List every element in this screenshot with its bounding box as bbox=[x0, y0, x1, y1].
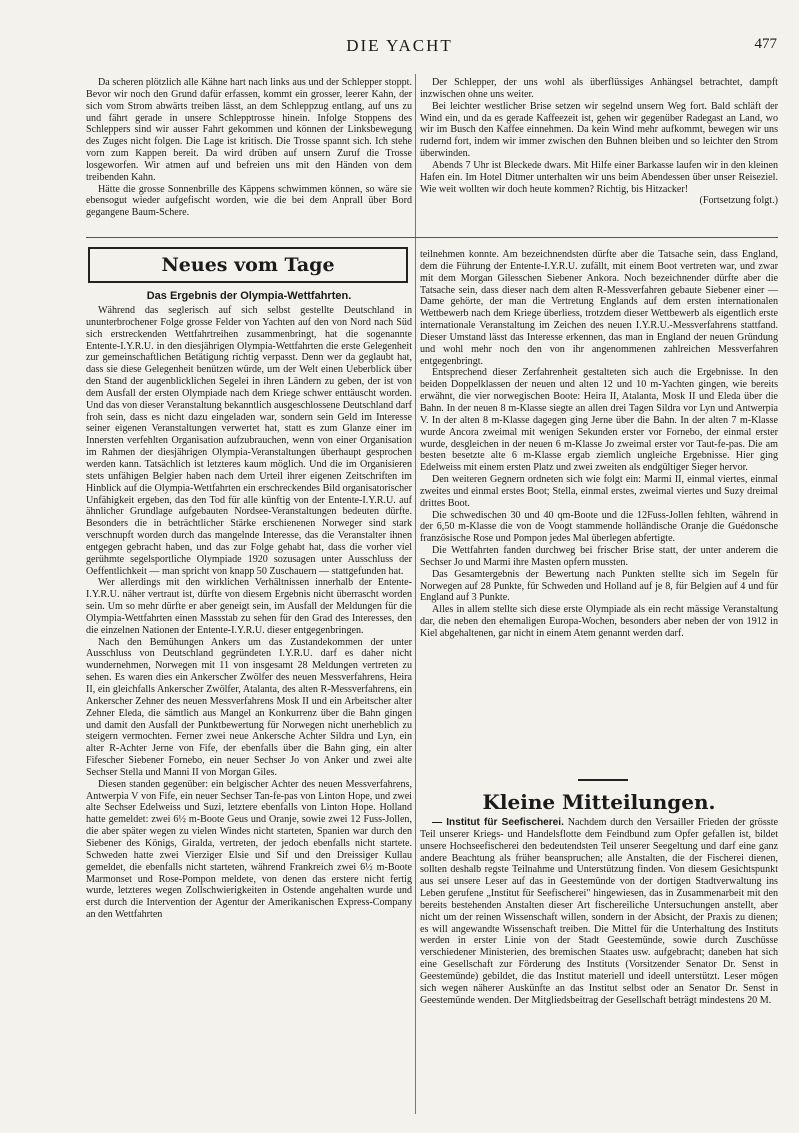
top-right-column bbox=[420, 77, 778, 207]
paragraph: Der Schlepper, der uns wohl als überflüssiges Anhängsel betrachtet, dampft inzwischen ohne uns weiter. bbox=[420, 77, 778, 100]
short-rule bbox=[578, 779, 628, 781]
paragraph: Abends 7 Uhr ist Bleckede dwars. Mit Hilfe einer Barkasse laufen wir in den kleinen Hafen ein. Im Hotel Ditmer unterhalten wir uns beim Abendessen über unser Reiseziel. Wie weit wollten wir doch heute kommen? Richtig, bis Hitzacker! bbox=[420, 159, 778, 195]
article-right-column bbox=[420, 249, 778, 640]
paragraph: Da scheren plötzlich alle Kähne hart nach links aus und der Schlepper stoppt. Bevor wir noch den Grund dafür erfassen, kommt ein grosser, leerer Kahn, der sich vom Strom abwärts treiben lässt, an dem Schleppzug entlang, auf uns zu und fährt gerade in unsere Schlepptrosse hinein. Infolge Stoppens des Schleppers sind wir ausser Fahrt gekommen und können der Linksbewegung des Zuges nicht folgen. Die Lage ist kritisch. Die Trosse spannt sich. Ich stehe vorn zum Kappen bereit. Da wird drüben auf unsern Zuruf die Trosse losgeworfen. Wir atmen auf und befreien uns mit den Händen von dem treibenden Kahn. bbox=[86, 77, 412, 183]
paragraph: teilnehmen konnte. Am bezeichnendsten dürfte aber die Tatsache sein, dass England, dem die Führung der Entente-I.Y.R.U. zufällt, mit einem Boot vertreten war, und zwar mit dem Morgan Gilesschen Siebener Ankora. Noch bezeichnender dürfte aber die Tatsache sein, dass dieser nach dem alten R-Messverfahren gebaute Siebener einer — Dame gehörte, der man die Vertretung Englands auf dem ersten internationalen Wettbewerb nach dem Kriege überliess, trotzdem dieser Wettbewerb als eigentlich erste internationale Veranstaltung im Zeichen des neuen I.Y.R.U.-Messverfahrens stattfand. Dieser Umstand lässt das Interesse erkennen, das man in England der neuen Gründung und wohl mehr noch den von ihr angenommenen zahlreichen Messverfahren entgegenbringt. bbox=[420, 249, 778, 367]
item-body: Nachdem durch den Versailler Frieden der grösste Teil unserer Kriegs- und Handelsflotte dem Feindbund zum Opfer gefallen ist, bildet unsere Hochseefischerei den bedeutendsten Teil unserer Seegeltung und darf eine ganz andere Beachtung als früher beanspruchen; alle Anstalten, die der Fischerei dienen, sollten deshalb regste Teilnahme und Unterstützung finden. Von diesem Gesichtspunkt aus sei unsere Leser auf das in Geestemünde von der dortigen Stadtverwaltung ins Leben gerufene „Institut für Seefischerei" hingewiesen, das in Zusammenarbeit mit den bereits bestehenden Anstalten dieser Art fischereiliche Untersuchungen anstellt, aber nicht um der reinen Wissenschaft willen, sondern in der Absicht, der Praxis zu dienen; es will angewandte Wissenschaft treiben. Die Mittel für die Unterhaltung des Instituts werden in erster Linie von der Stadt Geestemünde, sowie durch Zuschüsse verschiedener Ministerien, des bremischen Staates usw. aufgebracht; daneben hat sich eine Gesellschaft zur Förderung des Instituts (Vorsitzender Senator Dr. Senst in Geestemünde) gebildet, die das Institut materiell und ideell unterstützt. Leser mögen sich wegen näherer Auskünfte an das Institut selbst oder an Senator Dr. Senst in Geestemünde wenden. Der Mitgliedsbeitrag der Gesellschaft beträgt mindestens 20 M. bbox=[420, 817, 778, 1006]
kleine-mitteilungen-title: Kleine Mitteilungen. bbox=[482, 790, 716, 814]
continuation-note: (Fortsetzung folgt.) bbox=[699, 195, 778, 207]
paragraph: Den weiteren Gegnern ordneten sich wie folgt ein: Marmi II, einmal viertes, einmal zweites und einmal erstes Boot; Stella, einmal erstes, zweimal viertes und Suzy dreimal drittes Boot. bbox=[420, 474, 778, 509]
top-left-column bbox=[86, 77, 412, 219]
paragraph: Die schwedischen 30 und 40 qm-Boote und die 12Fuss-Jollen fehlten, während in der 6,50 m-Klasse die von de Voogt stammende holländische Oranje die Guédonsche französische Rose und Pompon jedes Mal überlegen abfertigte. bbox=[420, 509, 778, 545]
article-left-column bbox=[86, 305, 412, 921]
paragraph: Diesen standen gegenüber: ein belgischer Achter des neuen Messverfahrens, Antwerpia V von Fife, ein neuer Sechser Tan-fe-pas von Linton Hope, und zwei alte Sechser Edelweiss und Suzi, letztere ebenfalls von Linton Hope. Holland hatte gemeldet: zwei 6½ m-Boote Geus und Oranje, sowie zwei 12 Fuss-Jollen, die aber später wegen zu vielen Windes nicht starteten, Spanien war durch den Siebener des Königs, Giralda, vertreten, der jedoch ebenfalls nicht startete. Schweden hatte zwei Vierziger Elsie und Sif und den Dreissiger Kullau gemeldet, die ebenfalls nicht starteten, während Frankreich zwei 6½ m-Boote Marmonset und Rose-Pompon meldete, von denen das erstere nicht fertig wurde, letzteres wegen Zollschwierigkeiten in Ostende angehalten wurde und erst durch die Intervention der Agentur der Amerikanischen Express-Company an den Wettfahrten bbox=[86, 778, 412, 921]
paragraph: Die Wettfahrten fanden durchweg bei frischer Brise statt, der unter anderem die Sechser Jo und Marmi ihre Masten opfern mussten. bbox=[420, 545, 778, 568]
running-header-title: DIE YACHT bbox=[346, 36, 453, 55]
column-divider bbox=[415, 74, 416, 1114]
paragraph bbox=[420, 817, 778, 1007]
kleine-mitteilungen-column bbox=[420, 817, 778, 1007]
paragraph: Alles in allem stellte sich diese erste Olympiade als ein recht mässige Veranstaltung dar, die neben den ehemaligen Europa-Wochen, besonders aber neben der von 1912 in Kiel abgehaltenen, gar nicht in einem Atem genannt werden darf. bbox=[420, 604, 778, 639]
section-title: Neues vom Tage bbox=[88, 247, 408, 283]
section-divider bbox=[86, 237, 778, 238]
paragraph: Bei leichter westlicher Brise setzen wir segelnd unsern Weg fort. Bald schläft der Wind ein, und da es gerade Kaffeezeit ist, gehen wir gegenüber Radegast an Land, wo wir im Busch den Kaffee einnehmen. Da kein Wind mehr aufkommt, bewegen wir uns rudernd fort, indem wir immer zwischen den Buhnen bleiben und so leichter den Strom überwinden. bbox=[420, 100, 778, 160]
page-number: 477 bbox=[754, 36, 777, 52]
paragraph: Entsprechend dieser Zerfahrenheit gestalteten sich auch die Ergebnisse. In den beiden Doppelklassen der neuen und alten 12 und 10 m-Yachten gingen, wie bereits erwähnt, die vier norwegischen Boote: Heira II, Atalanta, Mosk II und Eleda über die Bahn. In der neuen 8 m-Klasse siegte an allen drei Tagen Sildra vor Lyn und Antwerpia V. In der alten 8 m-Klasse dagegen ging Jerne über die Bahn. In der alten 7 m-Klasse wurde Ancora zweimal mit wenigen Sekunden erster vor Fornebo, der einmal erster wurde, desgleichen in der neuen 6 m-Klasse Jo zweimal erster vor Taut-fe-pas. Die am besten besetzte alte 6 m-Klasse ergab ziemlich ungleiche Ergebnisse. Hier ging Edelweiss mit einem ersten Platz und zwei zweiten als endgültiger Sieger hervor. bbox=[420, 367, 778, 474]
item-heading: — Institut für Seefischerei. bbox=[432, 817, 564, 828]
paragraph: Wer allerdings mit den wirklichen Verhältnissen innerhalb der Entente-I.Y.R.U. näher vertraut ist, dürfte von diesem Ergebnis nicht überrascht worden sein. Um so mehr dürfte er aber geneigt sein, im Ausfall der Meldungen für die Olympia-Wettfahrten einen Massstab zu sehen für den Grad des Interesses, den die einzelnen Nationen der Entente-I.Y.R.U. dieser entgegenbringen. bbox=[86, 577, 412, 636]
article-title: Das Ergebnis der Olympia-Wettfahrten. bbox=[146, 290, 352, 302]
paragraph: Hätte die grosse Sonnenbrille des Käppens schwimmen können, so wäre sie ebensogut wieder aufgefischt worden, wie die bei dem Anprall über Bord gegangene Baum-Schere. bbox=[86, 183, 412, 219]
paragraph: Das Gesamtergebnis der Bewertung nach Punkten stellte sich im Segeln für Norwegen auf 28 Punkte, für Schweden und Holland auf je 8, für Belgien auf 4 und für England auf 3 Punkte. bbox=[420, 568, 778, 604]
paragraph: Nach den Bemühungen Ankers um das Zustandekommen der unter Ausschluss von Deutschland gegründeten I.Y.R.U. darf es daher nicht wundernehmen, Norwegen mit 11 von insgesamt 28 Meldungen vertreten zu sehen. Es waren dies ein Ankerscher Zwölfer des neuen Messverfahrens, Heira II, ein gleichfalls Ankerscher Zwölfer, Atalanta, des alten R-Messverfahrens, ein Ankerscher Zehner des neuen Messverfahrens Mosk II und ein Arbeitscher alter Zehner Eleda, die sämtlich aus Mangel an Konkurrenz über die Bahn gingen und damit den Ausfall der Punktbewertung für Norwegen nicht unerheblich zu steigern vermochten. Ferner zwei neue Ankersche Achter Sildra und Lyn, ein alter R-Achter Jerne von Fife, der ebenfalls über die Bahn ging, ein alter Fifescher Siebener Fornebo, ein neuer Sechser Jo von Anker und zwei alte Sechser Stella und Manni II von Morgan Giles. bbox=[86, 636, 412, 778]
paragraph: Während das seglerisch auf sich selbst gestellte Deutschland in ununterbrochener Folge grosse Felder von Yachten auf den von Nord nach Süd sich erstreckenden Wettfahrtreihen zusammenbringt, hat die sogenannte Entente-I.Y.R.U. in den diesjährigen Olympia-Wettfahrten die erste Gelegenheit zur gemeinschaftlichen Betätigung richtig verpasst. Denn wer da geglaubt hat, dass sie diese Gelegenheit benützen würde, um der Welt einen Ueberblick über den Stand der augenblicklichen Segelei in ihren Ländern zu geben, der ist von dem Ausfall der ersten Olympiade nach dem Kriege schwer enttäuscht worden. Und das von dieser Veranstaltung bekanntlich ausgeschlossene Deutschland darf froh sein, dass es nicht dazu eingeladen war, sondern sein Geld im Interesse seiner eigenen Veranstaltungen verwertet hat, statt es zum Glanze einer im Innersten verfehlten Organisation aufzubrauchen, wenn von einer Organisation im Rahmen der diesjährigen Olympia-Veranstaltungen überhaupt gesprochen werden kann. Tatsächlich ist letzteres kaum möglich. Und die im Organisieren stets unfähigen Belgier haben nach dem Urteil ihrer eigenen Zeitschriften im Hinblick auf die Olympia-Wettfahrten ein erschreckendes Bild organisatorischer Unfähigkeit ergeben, das den Tod für alle künftig von der Entente-I.Y.R.U. auf ähnlicher Grundlage aufgebauten Nordsee-Veranstaltungen bedeuten dürfte. Besonders die in beträchtlicher Stärke erschienenen Norweger sind stark verschnupft worden durch das mangelnde Interesse, das die Veranstalter ihnen entgegen gebracht haben, und das zur Folge gehabt hat, dass die vorher viel gerühmte segelsportliche Olympiade 1920 sozusagen unter Ausschluss der Oeffentlichkeit — man spricht von knapp 50 Zuschauern — stattgefunden hat. bbox=[86, 305, 412, 577]
